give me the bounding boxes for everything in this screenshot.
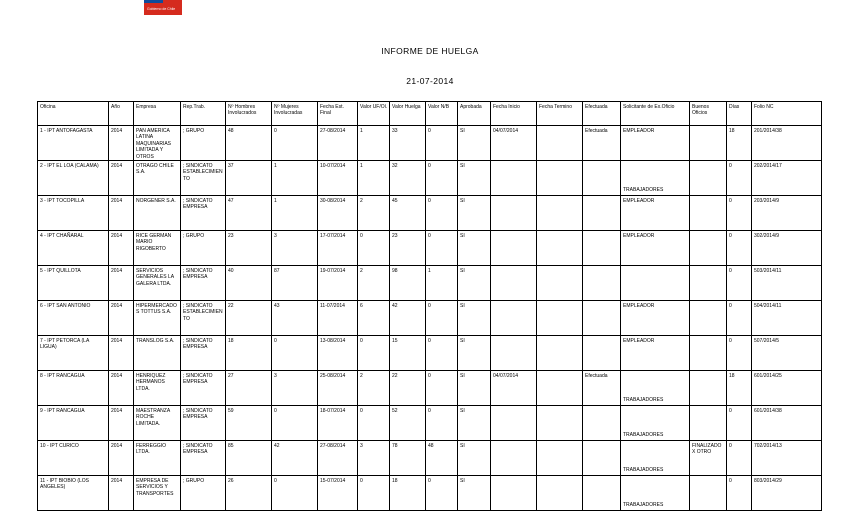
- table-cell: PAN AMERICA LATINA MAQUINARIAS LIMITADA Y OTROS: [134, 126, 181, 161]
- table-cell: 0: [727, 231, 752, 266]
- table-cell: ; GRUPO: [181, 476, 226, 511]
- table-cell: 0: [727, 476, 752, 511]
- table-cell: 2014: [109, 406, 134, 441]
- table-cell: ; SINDICATO ESTABLECIMIENTO: [181, 301, 226, 336]
- table-cell: SI: [458, 126, 491, 161]
- table-cell: [583, 196, 621, 231]
- table-cell: 2014: [109, 161, 134, 196]
- gobierno-de-chile-logo: [144, 0, 182, 14]
- table-cell: 1: [358, 161, 390, 196]
- table-body: [38, 126, 822, 511]
- column-header: Efectuada: [583, 102, 621, 126]
- table-cell: 0: [426, 196, 458, 231]
- table-cell: [690, 196, 727, 231]
- column-header: Valor UF/Oí.: [358, 102, 390, 126]
- solicitante-value: TRABAJADORES: [623, 431, 664, 438]
- table-cell: 30-08/2014: [318, 196, 358, 231]
- report-date: 21-07-2014: [406, 76, 454, 86]
- table-cell: 0: [426, 161, 458, 196]
- table-cell: [537, 371, 583, 406]
- table-cell: 18-07/2014: [318, 406, 358, 441]
- table-cell: ; SINDICATO ESTABLECIMIENTO: [181, 161, 226, 196]
- table-cell: 5 - IPT QUILLOTA: [38, 266, 109, 301]
- table-cell: ; GRUPO: [181, 126, 226, 161]
- table-cell: SI: [458, 371, 491, 406]
- table-cell: [621, 476, 690, 511]
- table-cell: [583, 301, 621, 336]
- table-cell: 27-08/2014: [318, 126, 358, 161]
- table-cell: 22: [390, 371, 426, 406]
- table-cell: 201/2014/38: [752, 126, 822, 161]
- table-cell: 0: [727, 266, 752, 301]
- table-cell: 48: [226, 126, 272, 161]
- table-cell: 0: [426, 371, 458, 406]
- table-cell: [537, 231, 583, 266]
- table-row: [38, 301, 822, 336]
- table-cell: 87: [272, 266, 318, 301]
- column-header: Nº Mujeres Involucradas: [272, 102, 318, 126]
- table-cell: 2 - IPT EL LOA (CALAMA): [38, 161, 109, 196]
- table-row: [38, 196, 822, 231]
- table-cell: [491, 406, 537, 441]
- column-header: Fecha Inicio: [491, 102, 537, 126]
- table-cell: 18: [727, 126, 752, 161]
- table-cell: 6: [358, 301, 390, 336]
- table-cell: ; SINDICATO EMPRESA: [181, 371, 226, 406]
- table-cell: FINALIZADO X OTRO: [690, 441, 727, 476]
- table-cell: EMPLEADOR: [621, 196, 690, 231]
- table-cell: 0: [272, 406, 318, 441]
- table-cell: 1: [358, 126, 390, 161]
- table-cell: 42: [390, 301, 426, 336]
- table-cell: SERVICIOS GENERALES LA GALERA LTDA.: [134, 266, 181, 301]
- table-cell: 702/2014/13: [752, 441, 822, 476]
- table-cell: 23: [390, 231, 426, 266]
- table-cell: 4 - IPT CHAÑARAL: [38, 231, 109, 266]
- table-cell: SI: [458, 301, 491, 336]
- solicitante-value: TRABAJADORES: [623, 466, 664, 473]
- table-cell: [583, 441, 621, 476]
- table-cell: ; SINDICATO EMPRESA: [181, 336, 226, 371]
- table-cell: 27: [226, 371, 272, 406]
- table-cell: 0: [426, 126, 458, 161]
- table-cell: [537, 441, 583, 476]
- table-cell: [537, 406, 583, 441]
- table-cell: [621, 266, 690, 301]
- table-cell: SI: [458, 161, 491, 196]
- table-cell: SI: [458, 266, 491, 301]
- solicitante-value: TRABAJADORES: [623, 396, 664, 403]
- column-header: Empresa: [134, 102, 181, 126]
- table-cell: EMPLEADOR: [621, 126, 690, 161]
- table-cell: [621, 406, 690, 441]
- table-row: [38, 336, 822, 371]
- table-cell: 59: [226, 406, 272, 441]
- table-cell: 22: [226, 301, 272, 336]
- table-cell: 0: [426, 336, 458, 371]
- table-cell: [491, 266, 537, 301]
- table-cell: 2014: [109, 126, 134, 161]
- table-cell: 10-07/2014: [318, 161, 358, 196]
- table-cell: 0: [426, 231, 458, 266]
- table-cell: SI: [458, 441, 491, 476]
- solicitante-value: TRABAJADORES: [623, 501, 664, 508]
- table-cell: [491, 336, 537, 371]
- table-cell: 18: [226, 336, 272, 371]
- logo-text: Gobierno de Chile: [147, 7, 176, 11]
- table-cell: 04/07/2014: [491, 371, 537, 406]
- table-cell: 2014: [109, 231, 134, 266]
- table-cell: [537, 126, 583, 161]
- table-row: [38, 406, 822, 441]
- table-cell: 203/2014/9: [752, 196, 822, 231]
- column-header: Nº Hombres Involucrados: [226, 102, 272, 126]
- table-cell: [621, 371, 690, 406]
- table-row: [38, 126, 822, 161]
- table-cell: ; SINDICATO EMPRESA: [181, 196, 226, 231]
- table-cell: Efectuada: [583, 126, 621, 161]
- table-cell: 3: [358, 441, 390, 476]
- table-cell: [583, 266, 621, 301]
- table-cell: [491, 196, 537, 231]
- table-cell: 52: [390, 406, 426, 441]
- table-cell: [583, 406, 621, 441]
- table-row: [38, 266, 822, 301]
- table-cell: 0: [727, 196, 752, 231]
- table-cell: 0: [426, 406, 458, 441]
- column-header: Días: [727, 102, 752, 126]
- table-cell: [491, 161, 537, 196]
- table-cell: OTRAGO CHILE S.A.: [134, 161, 181, 196]
- table-cell: 601/2014/38: [752, 406, 822, 441]
- strike-report-table: [37, 101, 822, 511]
- table-cell: 7 - IPT PETORCA (LA LIGUA): [38, 336, 109, 371]
- column-header: Oficina: [38, 102, 109, 126]
- table-cell: [537, 476, 583, 511]
- column-header: Año: [109, 102, 134, 126]
- table-cell: [583, 161, 621, 196]
- table-cell: ; SINDICATO EMPRESA: [181, 406, 226, 441]
- table-cell: SI: [458, 231, 491, 266]
- table-cell: [621, 441, 690, 476]
- table-cell: 27-08/2014: [318, 441, 358, 476]
- report-title: INFORME DE HUELGA: [381, 46, 479, 56]
- table-cell: 0: [727, 161, 752, 196]
- table-cell: [690, 266, 727, 301]
- table-cell: 23: [226, 231, 272, 266]
- table-cell: EMPLEADOR: [621, 301, 690, 336]
- table-cell: ; GRUPO: [181, 231, 226, 266]
- table-cell: 37: [226, 161, 272, 196]
- table-cell: 2014: [109, 266, 134, 301]
- table-cell: 0: [727, 406, 752, 441]
- header-row: [38, 102, 822, 126]
- table-cell: [690, 231, 727, 266]
- table-cell: 15: [390, 336, 426, 371]
- table-cell: SI: [458, 406, 491, 441]
- table-cell: SI: [458, 476, 491, 511]
- table-cell: 0: [426, 301, 458, 336]
- column-header: Rep.Trab.: [181, 102, 226, 126]
- table-cell: 504/2014/11: [752, 301, 822, 336]
- table-cell: 8 - IPT RANCAGUA: [38, 371, 109, 406]
- table-cell: [537, 196, 583, 231]
- table-cell: 2: [358, 371, 390, 406]
- table-cell: SI: [458, 336, 491, 371]
- logo-box: [144, 3, 182, 15]
- table-cell: [537, 161, 583, 196]
- table-cell: HENRIQUEZ HERMANOS LTDA.: [134, 371, 181, 406]
- table-cell: 3 - IPT TOCOPILLA: [38, 196, 109, 231]
- table-cell: 11 - IPT BIOBIO (LOS ANGELES): [38, 476, 109, 511]
- table-cell: 48: [426, 441, 458, 476]
- table-cell: [583, 476, 621, 511]
- table-header: [38, 102, 822, 126]
- table-cell: 25-08/2014: [318, 371, 358, 406]
- table-cell: 18: [727, 371, 752, 406]
- table-cell: 15-07/2014: [318, 476, 358, 511]
- table-cell: 0: [358, 336, 390, 371]
- table-cell: 0: [727, 336, 752, 371]
- table-cell: 1: [272, 196, 318, 231]
- table-row: [38, 441, 822, 476]
- table-cell: [690, 476, 727, 511]
- column-header: Buenos Oficios: [690, 102, 727, 126]
- table-cell: 2014: [109, 371, 134, 406]
- table-cell: 40: [226, 266, 272, 301]
- table-cell: 19-07/2014: [318, 266, 358, 301]
- table-cell: 0: [272, 336, 318, 371]
- table-cell: 0: [727, 441, 752, 476]
- table-cell: 2: [358, 196, 390, 231]
- table-cell: 2014: [109, 476, 134, 511]
- table-cell: [690, 126, 727, 161]
- column-header: Folio NC: [752, 102, 822, 126]
- table-cell: [537, 266, 583, 301]
- table-cell: [621, 161, 690, 196]
- table-cell: [537, 336, 583, 371]
- table-cell: 78: [390, 441, 426, 476]
- table-cell: 0: [272, 126, 318, 161]
- table-cell: 0: [358, 476, 390, 511]
- table-cell: ; SINDICATO EMPRESA: [181, 266, 226, 301]
- table-cell: [690, 371, 727, 406]
- table-cell: 503/2014/11: [752, 266, 822, 301]
- table-cell: 13-08/2014: [318, 336, 358, 371]
- table-cell: 1: [426, 266, 458, 301]
- table-cell: [537, 301, 583, 336]
- table-cell: HIPERMERCADOS TOTTUS S.A.: [134, 301, 181, 336]
- table-cell: 2014: [109, 196, 134, 231]
- table-cell: [583, 336, 621, 371]
- table-cell: 0: [426, 476, 458, 511]
- table-cell: [690, 406, 727, 441]
- table-cell: 2014: [109, 301, 134, 336]
- table-cell: 507/2014/5: [752, 336, 822, 371]
- table-cell: 1 - IPT ANTOFAGASTA: [38, 126, 109, 161]
- table-cell: [690, 301, 727, 336]
- table-cell: MAESTRANZA ROCHE LIMITADA.: [134, 406, 181, 441]
- column-header: Valor N/B: [426, 102, 458, 126]
- table-cell: 803/2014/29: [752, 476, 822, 511]
- table-row: [38, 476, 822, 511]
- table-cell: 42: [272, 441, 318, 476]
- table-cell: 2014: [109, 441, 134, 476]
- table-cell: 18: [390, 476, 426, 511]
- table-cell: 10 - IPT CURICO: [38, 441, 109, 476]
- table-cell: [491, 231, 537, 266]
- table-cell: 11-07/2014: [318, 301, 358, 336]
- table-cell: 601/2014/25: [752, 371, 822, 406]
- table-cell: FERREGGIO LTDA.: [134, 441, 181, 476]
- table-cell: [690, 336, 727, 371]
- table-cell: EMPRESA DE SERVICIOS Y TRANSPORTES: [134, 476, 181, 511]
- table-cell: Efectuada: [583, 371, 621, 406]
- table-cell: ; SINDICATO EMPRESA: [181, 441, 226, 476]
- table-cell: [583, 231, 621, 266]
- column-header: Fecha Est. Final: [318, 102, 358, 126]
- table-cell: 85: [226, 441, 272, 476]
- table-cell: 9 - IPT RANCAGUA: [38, 406, 109, 441]
- table-cell: 302/2014/9: [752, 231, 822, 266]
- column-header: Fecha Termino: [537, 102, 583, 126]
- table-row: [38, 231, 822, 266]
- solicitante-value: TRABAJADORES: [623, 186, 664, 193]
- table-cell: RICE GERMAN MARIO RIGOBERTO: [134, 231, 181, 266]
- table-cell: NORGENER S.A.: [134, 196, 181, 231]
- table-cell: [491, 301, 537, 336]
- table-cell: SI: [458, 196, 491, 231]
- table-cell: 6 - IPT SAN ANTONIO: [38, 301, 109, 336]
- table-cell: 0: [272, 476, 318, 511]
- column-header: Valor Huelga: [390, 102, 426, 126]
- table-cell: EMPLEADOR: [621, 231, 690, 266]
- table-cell: [491, 476, 537, 511]
- table-cell: EMPLEADOR: [621, 336, 690, 371]
- table-cell: 0: [727, 301, 752, 336]
- table-cell: [690, 161, 727, 196]
- table-cell: 3: [272, 231, 318, 266]
- table-cell: 26: [226, 476, 272, 511]
- column-header: Aprobada: [458, 102, 491, 126]
- table-cell: 45: [390, 196, 426, 231]
- table-cell: 04/07/2014: [491, 126, 537, 161]
- table-row: [38, 371, 822, 406]
- table-cell: 0: [358, 406, 390, 441]
- table-row: [38, 161, 822, 196]
- table-cell: 3: [272, 371, 318, 406]
- table-cell: TRANSLOG S.A.: [134, 336, 181, 371]
- table-cell: 33: [390, 126, 426, 161]
- column-header: Solicitante de Ex.Oficio: [621, 102, 690, 126]
- table-cell: 32: [390, 161, 426, 196]
- table-cell: 0: [358, 231, 390, 266]
- table-cell: 43: [272, 301, 318, 336]
- table-cell: [491, 441, 537, 476]
- table-cell: 202/2014/17: [752, 161, 822, 196]
- table-cell: 2014: [109, 336, 134, 371]
- table-cell: 1: [272, 161, 318, 196]
- table-cell: 47: [226, 196, 272, 231]
- table-cell: 98: [390, 266, 426, 301]
- table-cell: 2: [358, 266, 390, 301]
- table-cell: 17-07/2014: [318, 231, 358, 266]
